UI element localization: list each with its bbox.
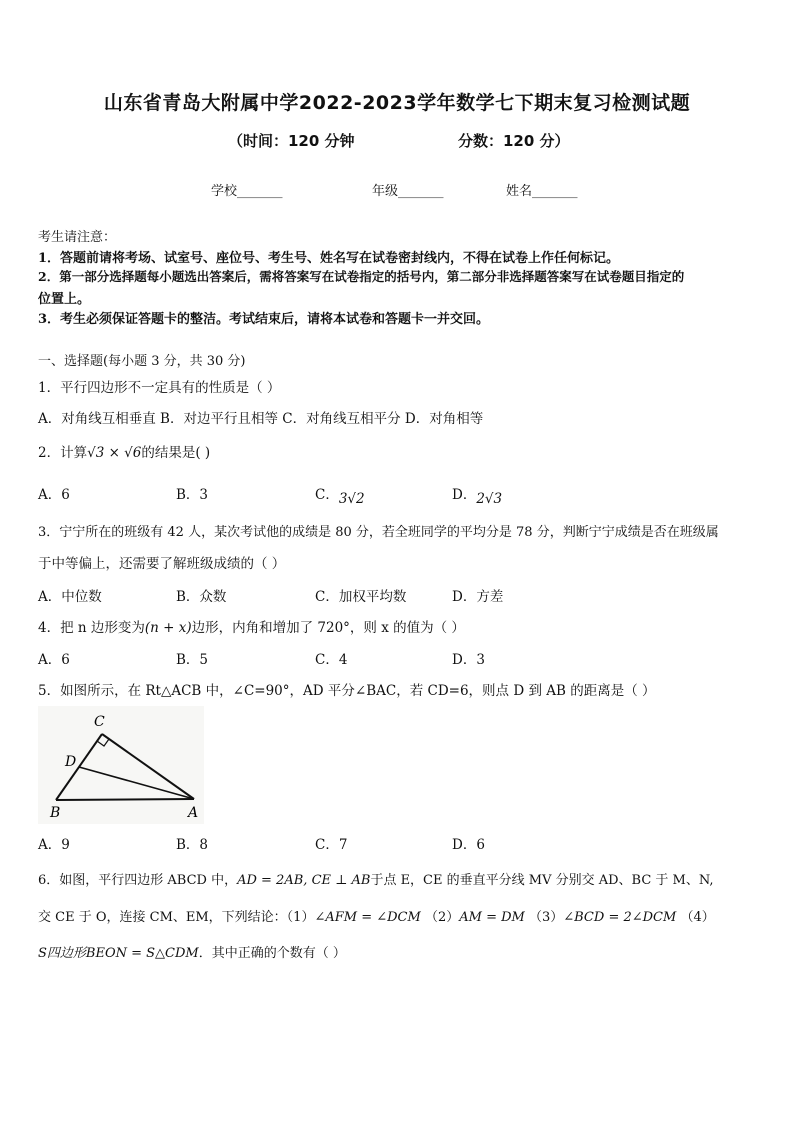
q4-option-b: B．5 bbox=[176, 652, 209, 668]
q4-expression: (n + x) bbox=[144, 620, 192, 636]
vertex-d-label: D bbox=[65, 754, 77, 770]
q5-option-c: C．7 bbox=[315, 837, 348, 853]
q2-stem-start: 2．计算 bbox=[38, 445, 88, 461]
q6-line-3 bbox=[38, 942, 346, 961]
q6-line-2 bbox=[38, 906, 715, 925]
q2-stem bbox=[38, 441, 210, 461]
q2-expression: √3 × √6 bbox=[87, 445, 142, 461]
q5-option-a: A．9 bbox=[38, 837, 70, 853]
q4-option-c: C．4 bbox=[315, 652, 348, 668]
q5-triangle-figure bbox=[38, 706, 204, 824]
q2-option-b: B．3 bbox=[176, 487, 209, 503]
q5-option-d: D．6 bbox=[452, 837, 485, 853]
exam-title: 山东省青岛大附属中学2022-2023学年数学七下期末复习检测试题 bbox=[103, 92, 691, 114]
q2-option-d-label: D． bbox=[452, 487, 477, 503]
q6-line-1-end: 于点 E，CE 的垂直平分线 MV 分别交 AD、BC 于 M、N, bbox=[370, 873, 714, 888]
q3-stem-cont: 于中等偏上，还需要了解班级成绩的（ ） bbox=[38, 556, 286, 572]
q4-stem bbox=[38, 616, 465, 636]
q6-conclusion-2-label: （2） bbox=[424, 910, 460, 925]
notice-item-2-cont: 位置上。 bbox=[38, 292, 91, 307]
q6-conclusion-3: ∠BCD = 2∠DCM bbox=[563, 910, 677, 925]
q4-option-a: A．6 bbox=[38, 652, 70, 668]
q2-option-c-label: C． bbox=[315, 487, 339, 503]
q2-stem-end: 的结果是( ) bbox=[141, 445, 211, 461]
q1-stem: 1．平行四边形不一定具有的性质是（ ） bbox=[38, 380, 281, 396]
vertex-b-label: B bbox=[50, 805, 61, 821]
notice-item-3: 3．考生必须保证答题卡的整洁。考试结束后，请将本试卷和答题卡一并交回。 bbox=[38, 312, 490, 327]
notice-item-1: 1．答题前请将考场、试室号、座位号、考生号、姓名写在试卷密封线内，不得在试卷上作任何标记。 bbox=[38, 251, 620, 266]
vertex-c-label: C bbox=[94, 714, 105, 730]
q3-option-c: C．加权平均数 bbox=[315, 589, 407, 605]
q5-option-b: B．8 bbox=[176, 837, 209, 853]
exam-time: （时间：120 分钟 bbox=[228, 132, 355, 150]
q3-stem: 3．宁宁所在的班级有 42 人，某次考试他的成绩是 80 分，若全班同学的平均分是 78 分，判断宁宁成绩是否在班级属 bbox=[38, 525, 719, 540]
side-ba bbox=[56, 799, 194, 800]
q6-line-2-start: 交 CE 于 O，连接 CM、EM，下列结论：（1） bbox=[38, 910, 315, 925]
exam-score: 分数：120 分） bbox=[458, 132, 570, 150]
figure-background bbox=[38, 706, 204, 824]
q6-condition-1: AD = 2AB, bbox=[237, 873, 308, 888]
q4-stem-start: 4．把 n 边形变为 bbox=[38, 620, 145, 636]
q2-option-c-value: 3√2 bbox=[338, 491, 365, 507]
q3-option-b: B．众数 bbox=[176, 589, 227, 605]
q1-options: A．对角线互相垂直 B．对边平行且相等 C．对角线互相平分 D．对角相等 bbox=[38, 411, 484, 427]
q6-condition-2: CE ⊥ AB bbox=[311, 873, 371, 888]
q6-conclusion-4-label: （4） bbox=[680, 910, 715, 925]
q4-option-d: D．3 bbox=[452, 652, 485, 668]
q3-option-d: D．方差 bbox=[452, 589, 504, 605]
vertex-a-label: A bbox=[188, 805, 199, 821]
q6-conclusion-2: AM = DM bbox=[459, 910, 525, 925]
q6-line-1 bbox=[38, 869, 714, 888]
q6-conclusion-1: ∠AFM = ∠DCM bbox=[314, 910, 421, 925]
notice-heading: 考生请注意： bbox=[38, 230, 117, 245]
q2-option-a: A．6 bbox=[38, 487, 70, 503]
notice-item-2: 2．第一部分选择题每小题选出答案后，需将答案写在试卷指定的括号内，第二部分非选择题答案写在试卷题目指定的 bbox=[38, 269, 685, 284]
q2-option-c bbox=[315, 483, 365, 507]
q3-option-a: A．中位数 bbox=[38, 589, 102, 605]
q6-conclusion-4: S四边形BEON = S△CDM bbox=[38, 946, 199, 961]
q6-line-1-start: 6．如图，平行四边形 ABCD 中， bbox=[38, 873, 238, 888]
q2-option-d bbox=[452, 483, 503, 507]
q5-stem: 5．如图所示，在 Rt△ACB 中，∠C=90°，AD 平分∠BAC，若 CD=6，则点 D 到 AB 的距离是（ ） bbox=[38, 683, 656, 699]
school-field: 学校_______ bbox=[211, 184, 283, 199]
q6-conclusion-3-label: （3） bbox=[528, 910, 564, 925]
q2-option-d-value: 2√3 bbox=[476, 491, 503, 507]
q4-stem-end: 边形，内角和增加了 720°，则 x 的值为（ ） bbox=[191, 620, 465, 636]
name-field: 姓名_______ bbox=[506, 184, 578, 199]
section-heading: 一、选择题(每小题 3 分，共 30 分) bbox=[38, 354, 246, 369]
grade-field: 年级_______ bbox=[372, 184, 444, 199]
q6-line-3-end: ．其中正确的个数有（ ） bbox=[198, 946, 346, 961]
